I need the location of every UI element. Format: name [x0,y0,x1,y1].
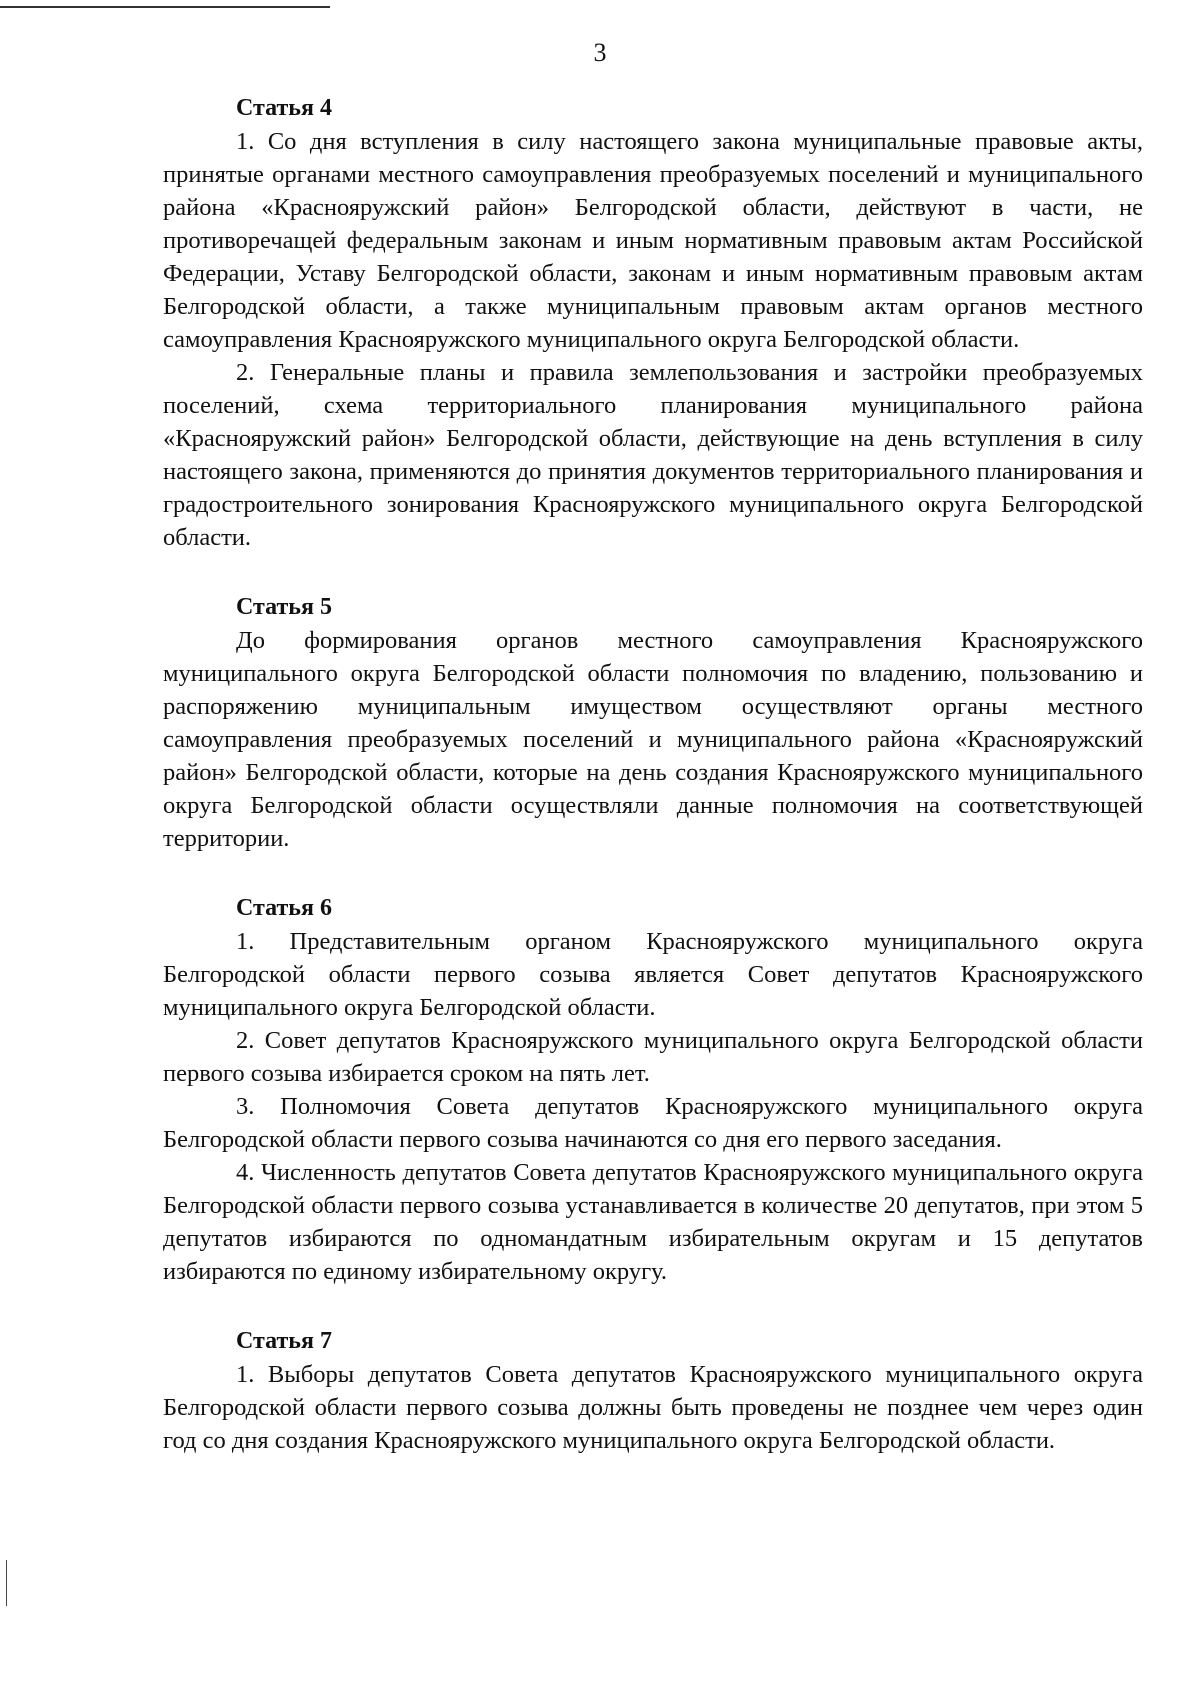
article-4 [163,92,1143,554]
article-7 [163,1325,1143,1457]
article-paragraph: 2. Генеральные планы и правила землепользования и застройки преобразуемых поселений, схема территориального планирования муниципального района «Краснояружский район» Белгородской области, действующие на день вступления в силу настоящего закона, применяются до принятия документов территориального планирования и градостроительного зонирования Краснояружского муниципального округа Белгородской области. [163,359,1143,551]
article-5 [163,591,1143,855]
scan-artifact-top [0,6,330,8]
page-number: 3 [593,38,607,67]
article-paragraph: 1. Представительным органом Краснояружского муниципального округа Белгородской области первого созыва является Совет депутатов Краснояружского муниципального округа Белгородской области. [163,928,1143,1021]
article-paragraph: 1. Выборы депутатов Совета депутатов Краснояружского муниципального округа Белгородской области первого созыва должны быть проведены не позднее чем через один год со дня создания Краснояружского муниципального округа Белгородской области. [163,1361,1143,1454]
article-paragraph: 3. Полномочия Совета депутатов Краснояружского муниципального округа Белгородской области первого созыва начинаются со дня его первого заседания. [163,1093,1143,1153]
article-title: Статья 7 [236,1328,332,1354]
article-title: Статья 5 [236,594,332,620]
article-paragraph: 1. Со дня вступления в силу настоящего закона муниципальные правовые акты, принятые органами местного самоуправления преобразуемых поселений и муниципального района «Краснояружский район» Белгородской области, действуют в части, не противоречащей федеральным законам и иным нормативным правовым актам Российской Федерации, Уставу Белгородской области, законам и иным нормативным правовым актам Белгородской области, а также муниципальным правовым актам органов местного самоуправления Краснояружского муниципального округа Белгородской области. [163,128,1143,353]
scan-artifact-left [6,1560,7,1606]
document-body [163,92,1143,1494]
article-title: Статья 4 [236,95,332,121]
article-title: Статья 6 [236,895,332,921]
article-6 [163,892,1143,1288]
article-paragraph: До формирования органов местного самоуправления Краснояружского муниципального округа Белгородской области полномочия по владению, пользованию и распоряжению муниципальным имуществом осуществляют органы местного самоуправления преобразуемых поселений и муниципального района «Краснояружский район» Белгородской области, которые на день создания Краснояружского муниципального округа Белгородской области осуществляли данные полномочия на соответствующей территории. [163,627,1143,852]
article-paragraph: 4. Численность депутатов Совета депутатов Краснояружского муниципального округа Белгородской области первого созыва устанавливается в количестве 20 депутатов, при этом 5 депутатов избираются по одномандатным избирательным округам и 15 депутатов избираются по единому избирательному округу. [163,1159,1143,1285]
article-paragraph: 2. Совет депутатов Краснояружского муниципального округа Белгородской области первого созыва избирается сроком на пять лет. [163,1027,1143,1087]
